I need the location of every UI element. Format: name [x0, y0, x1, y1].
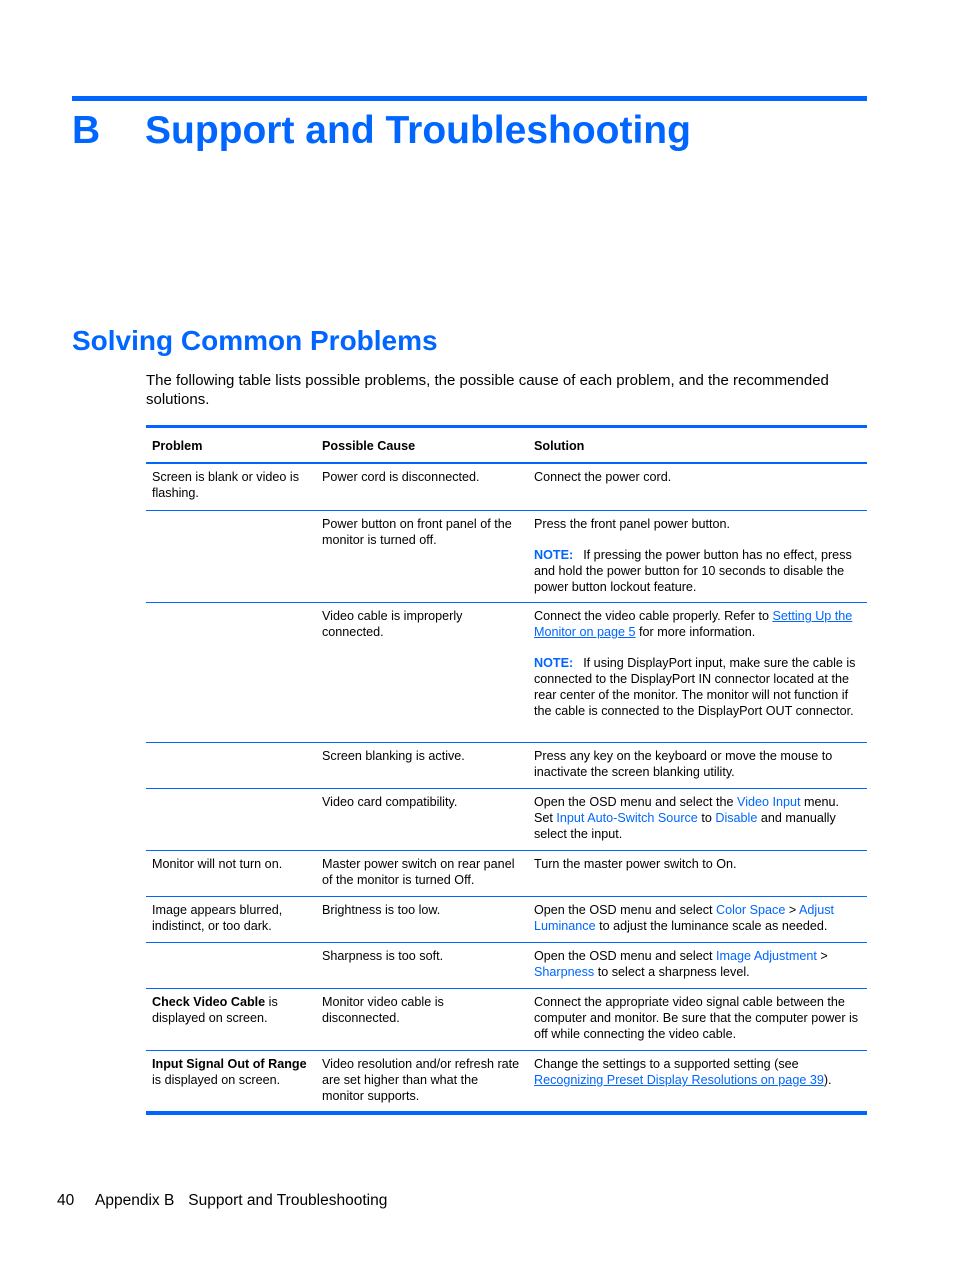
cause-cell: Master power switch on rear panel of the monitor is turned Off. [322, 857, 515, 887]
problem-message: Check Video Cable [152, 995, 266, 1009]
cause-cell: Sharpness is too soft. [322, 949, 444, 963]
cause-cell: Monitor video cable is disconnected. [322, 995, 444, 1025]
solution-cell [528, 603, 867, 742]
note [534, 655, 861, 719]
header-problem: Problem [152, 439, 203, 453]
solution-text: > [816, 949, 828, 963]
cause-cell: Video resolution and/or refresh rate are set higher than what the monitor supports. [322, 1057, 520, 1103]
solution-text-post: ). [823, 1073, 832, 1087]
table-header-row [146, 428, 867, 464]
solution-cell: Connect the power cord. [534, 470, 672, 484]
table-row [146, 896, 867, 942]
problem-text: is displayed on screen. [152, 1073, 281, 1087]
solution-text: Open the OSD menu and select the [534, 795, 738, 809]
osd-menu-ref: Video Input [737, 795, 801, 809]
section-title: Solving Common Problems [72, 325, 438, 356]
solution-text-post: for more information. [635, 625, 756, 639]
table-row [146, 510, 867, 602]
chapter-rule [72, 96, 867, 101]
footer-label: Appendix B [95, 1192, 175, 1209]
troubleshooting-table [146, 425, 867, 1115]
problem-cell [146, 1051, 316, 1111]
solution-text-pre: Change the settings to a supported setting (see [534, 1057, 799, 1071]
problem-cell [146, 743, 316, 788]
osd-menu-ref: Disable [715, 811, 758, 825]
solution-cell [528, 943, 867, 988]
osd-menu-ref: Input Auto-Switch Source [556, 811, 698, 825]
solution-text: to select a sharpness level. [594, 965, 750, 979]
table-row [146, 988, 867, 1050]
osd-menu-ref: Sharpness [534, 965, 595, 979]
cause-cell: Power cord is disconnected. [322, 470, 480, 484]
solution-text: Open the OSD menu and select [534, 903, 717, 917]
table-row [146, 602, 867, 742]
note-text: If pressing the power button has no effect, press and hold the power button for 10 seconds to disable the power button lockout feature. [534, 548, 852, 594]
solution-text: Press the front panel power button. [534, 517, 731, 531]
table-row [146, 850, 867, 896]
page-number: 40 [57, 1192, 75, 1209]
problem-cell [146, 789, 316, 850]
cause-cell: Video cable is improperly connected. [322, 609, 463, 639]
note-text: If using DisplayPort input, make sure the cable is connected to the DisplayPort IN connector located at the rear center of the monitor. The monitor will not function if the cable is connected to the DisplayPort OUT connector. [534, 656, 856, 718]
solution-text-pre: Connect the video cable properly. Refer to [534, 609, 773, 623]
solution-text: menu. Set [534, 795, 840, 825]
footer-title: Support and Troubleshooting [188, 1192, 388, 1209]
preset-resolutions-link[interactable]: Recognizing Preset Display Resolutions on page 39 [534, 1073, 824, 1087]
problem-message: Input Signal Out of Range [152, 1057, 307, 1071]
solution-text [534, 608, 861, 640]
solution-cell [528, 1051, 867, 1111]
problem-text: is displayed on screen. [152, 995, 278, 1025]
problem-cell: Screen is blank or video is flashing. [152, 470, 299, 500]
header-possible-cause: Possible Cause [322, 439, 416, 453]
solution-text: to [697, 811, 716, 825]
osd-menu-ref: Image Adjustment [716, 949, 817, 963]
cause-cell: Brightness is too low. [322, 903, 441, 917]
chapter-heading [72, 106, 691, 156]
solution-cell: Turn the master power switch to On. [534, 857, 737, 871]
problem-cell: Image appears blurred, indistinct, or too dark. [152, 903, 283, 933]
table-row [146, 742, 867, 788]
chapter-title: Support and Troubleshooting [145, 109, 691, 152]
solution-text: and manually select the input. [534, 811, 836, 841]
solution-cell [528, 897, 867, 942]
solution-cell [528, 789, 867, 850]
solution-text: > [785, 903, 799, 917]
osd-menu-ref: Color Space [716, 903, 786, 917]
problem-cell [146, 989, 316, 1050]
note [534, 547, 861, 595]
solution-text: Open the OSD menu and select [534, 949, 717, 963]
note-label: NOTE: [534, 548, 574, 562]
cause-cell: Power button on front panel of the monitor is turned off. [322, 517, 512, 547]
note-label: NOTE: [534, 656, 574, 670]
solution-cell: Press any key on the keyboard or move the mouse to inactivate the screen blanking utility. [534, 749, 833, 779]
header-solution: Solution [534, 439, 585, 453]
cause-cell: Screen blanking is active. [322, 749, 465, 763]
table-row [146, 788, 867, 850]
table-row [146, 464, 867, 510]
problem-cell [146, 943, 316, 988]
solution-text: to adjust the luminance scale as needed. [595, 919, 828, 933]
table-row [146, 942, 867, 988]
problem-cell: Monitor will not turn on. [152, 857, 283, 871]
solution-cell: Connect the appropriate video signal cable between the computer and monitor. Be sure that the computer power is off while connecting the video cable. [534, 995, 859, 1041]
section-intro: The following table lists possible problems, the possible cause of each problem, and the recommended solutions. [146, 372, 829, 408]
page-footer [57, 1191, 387, 1211]
problem-cell [146, 603, 316, 742]
setting-up-monitor-link[interactable]: Setting Up the Monitor on page 5 [534, 609, 853, 639]
cause-cell: Video card compatibility. [322, 795, 458, 809]
solution-cell [528, 511, 867, 602]
table-row [146, 1050, 867, 1111]
chapter-letter: B [72, 109, 101, 152]
problem-cell [146, 511, 316, 602]
osd-menu-ref: Adjust Luminance [534, 903, 835, 933]
